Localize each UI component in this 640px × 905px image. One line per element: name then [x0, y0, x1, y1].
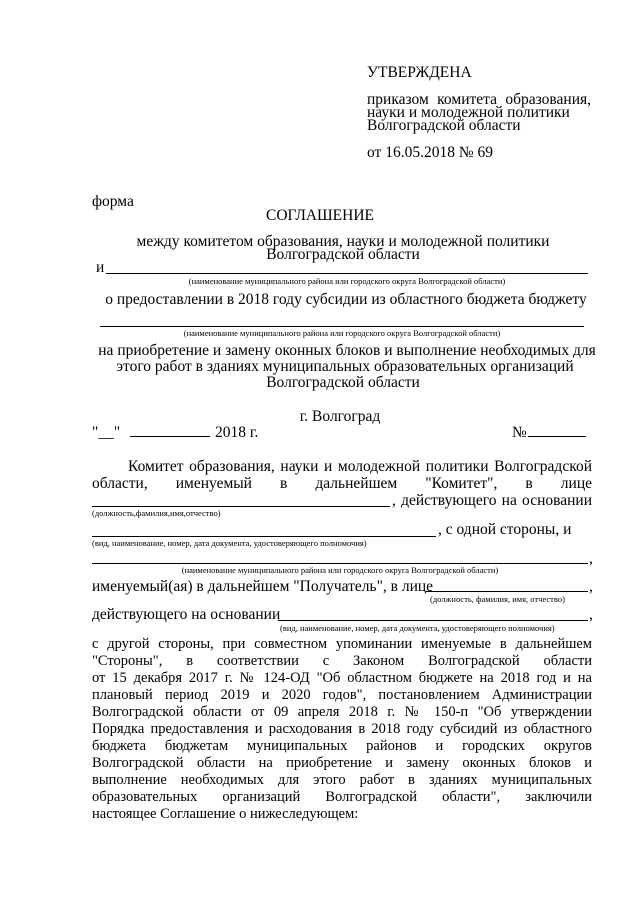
heading-conj: и — [96, 259, 105, 276]
caption-document: (вид, наименование, номер, дата документа, удостоверяющего полномочия) — [92, 538, 367, 548]
basis-blank — [278, 620, 588, 621]
heading-line-5: этого работ в зданиях муниципальных образовательных организаций — [116, 358, 574, 375]
p2-line-10: образовательных организаций Волгоградской области", заключили — [92, 789, 592, 805]
approval-title: УТВЕРЖДЕНА — [367, 64, 472, 81]
form-label: форма — [92, 193, 134, 210]
date-blank — [130, 436, 210, 437]
approval-date: от 16.05.2018 № 69 — [367, 144, 493, 161]
caption-document-2: (вид, наименование, номер, дата документа, удостоверяющего полномочия) — [280, 623, 555, 633]
approval-line-2: науки и молодежной политики — [367, 104, 570, 121]
approval-line-1: приказом комитета образования, — [367, 91, 591, 108]
number-blank — [528, 436, 586, 437]
municipality-blank-2 — [100, 326, 584, 327]
caption-municipality-1: (наименование муниципального района или городского округа Волгоградской области) — [188, 276, 506, 286]
comma-2: , — [589, 578, 593, 595]
caption-municipality-2: (наименование муниципального района или городского округа Волгоградской области) — [183, 328, 501, 338]
date-quote: "__" — [92, 424, 121, 441]
recipient-line: именуемый(ая) в дальнейшем "Получатель", в лице — [92, 578, 434, 595]
heading-line-6: Волгоградской области — [266, 374, 420, 391]
basis-line: действующего на основании — [92, 606, 281, 623]
p2-line-2: "Стороны", в соответствии с Законом Волгоградской области — [92, 653, 592, 669]
p2-line-3: от 15 декабря 2017 г. № 124-ОД "Об областном бюджете на 2018 год и на — [92, 670, 592, 686]
municipality-blank-3 — [92, 563, 588, 564]
comma-1: , — [589, 550, 593, 567]
p1-line-3: , действующего на основании — [392, 492, 592, 509]
p1-line-2: области, именуемый в дальнейшем "Комитет", в лице — [92, 475, 592, 492]
comma-3: , — [589, 606, 593, 623]
p1-line-1: Комитет образования, науки и молодежной политики Волгоградской — [128, 458, 592, 475]
heading-line-1: между комитетом образования, науки и молодежной политики — [136, 233, 550, 250]
date-year: 2018 г. — [215, 424, 259, 441]
recipient-position-blank — [426, 591, 588, 592]
p2-line-11: настоящее Соглашение о нижеследующем: — [92, 806, 359, 822]
approval-line-3: Волгоградской области — [367, 117, 521, 134]
number-sign: № — [512, 424, 527, 441]
p2-line-8: Волгоградской области на приобретение и замену оконных блоков и — [92, 755, 592, 771]
agreement-title: СОГЛАШЕНИЕ — [266, 207, 374, 224]
caption-position: (должность,фамилия,имя,отчество) — [92, 508, 221, 518]
heading-line-4: на приобретение и замену оконных блоков и выполнение необходимых для — [98, 342, 596, 359]
p2-line-6: Порядка предоставления и расходования в 2018 году субсидий из областного — [92, 721, 592, 737]
p2-line-5: Волгоградской области от 09 апреля 2018 г. № 150-п "Об утверждении — [92, 704, 592, 720]
p2-line-1: с другой стороны, при совместном упоминании именуемые в дальнейшем — [92, 636, 592, 652]
p2-line-4: плановый период 2019 и 2020 годов", постановлением Администрации — [92, 687, 592, 703]
p1-line-4: , с одной стороны, и — [438, 521, 572, 538]
p2-line-9: выполнение необходимых для этого работ в зданиях муниципальных — [92, 772, 592, 788]
heading-line-2: Волгоградской области — [266, 246, 420, 263]
position-blank — [92, 506, 390, 507]
caption-municipality-3: (наименование муниципального района или городского округа Волгоградской области) — [181, 565, 499, 575]
caption-position-2: (должность, фамилия, имя, отчество) — [430, 594, 565, 604]
p2-line-7: бюджета бюджетам муниципальных районов и городских округов — [92, 738, 592, 754]
city: г. Волгоград — [299, 408, 381, 425]
municipality-blank-1 — [106, 273, 588, 274]
heading-line-3: о предоставлении в 2018 году субсидии из областного бюджета бюджету — [105, 291, 587, 308]
document-blank — [92, 536, 436, 537]
